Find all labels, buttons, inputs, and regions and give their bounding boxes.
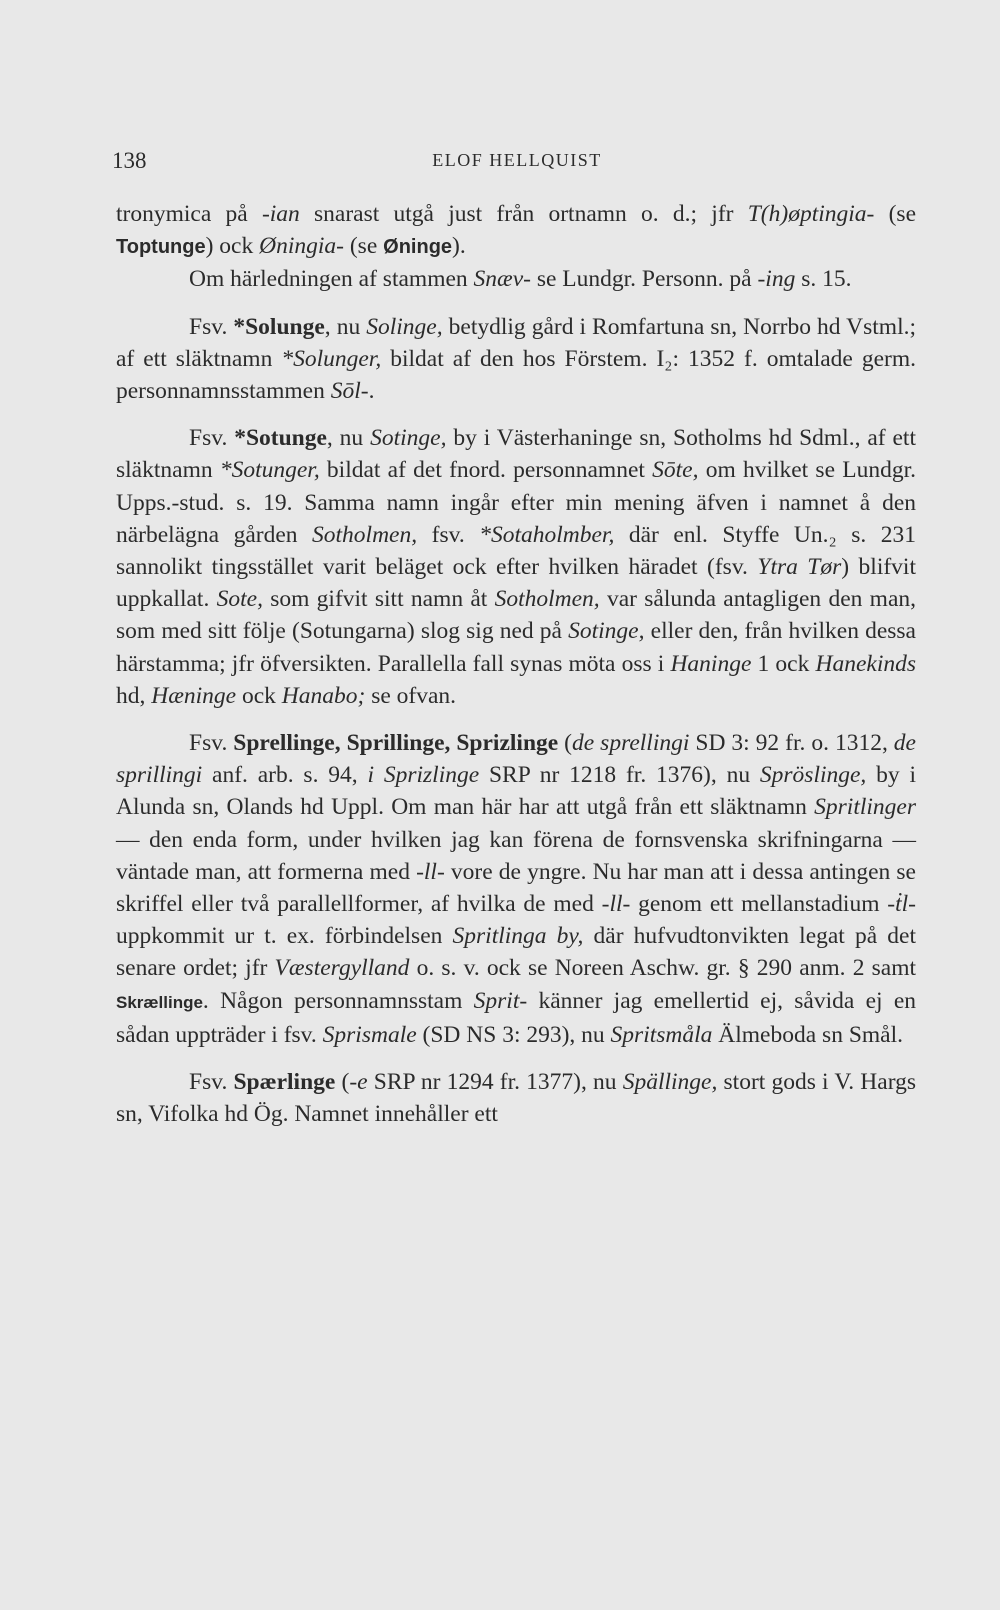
text-run: Fsv.	[189, 1069, 234, 1096]
italic-text: Sotinge,	[370, 425, 447, 452]
italic-text: -ll-	[416, 858, 445, 885]
paragraph-spaerlinge	[116, 1066, 916, 1130]
italic-text: Sōte,	[652, 457, 699, 484]
text-run: var sålunda antagligen den man, som med sitt följe (Sotungarna) slog sig ned på	[116, 586, 916, 645]
headword: Spærlinge	[233, 1069, 336, 1096]
cross-reference: Skrællinge	[116, 992, 203, 1012]
text-run: .	[368, 378, 375, 405]
italic-text: Sotinge,	[568, 618, 645, 645]
italic-text: de sprillingi	[116, 730, 916, 789]
italic-text: -ian	[261, 201, 300, 227]
text-run: betydlig gård i Romfartuna sn, Norrbo hd Vstml.; af ett släktnamn	[116, 313, 917, 372]
italic-text: -e	[349, 1069, 368, 1096]
text-run: (SD NS 3: 293), nu	[416, 1021, 611, 1048]
italic-text: Hanekinds	[815, 650, 916, 677]
text-run: by i Västerhaninge sn, Sotholms hd Sdml., af ett släktnamn	[116, 425, 916, 484]
italic-text: Væstergylland	[274, 955, 410, 982]
text-run: bildat af den hos Förstem. I₂: 1352 f. omtalade germ. personnamnsstammen	[116, 345, 916, 405]
text-run: se ofvan.	[365, 682, 457, 709]
text-run: s. 15.	[795, 266, 852, 293]
text-run: , nu	[324, 313, 367, 340]
italic-text: Haninge	[670, 650, 752, 677]
text-run: ) blifvit uppkallat.	[116, 554, 916, 613]
text-run: där enl. Styffe Un.₂ s. 231 sannolikt tingsstället varit beläget ock efter hvilken häradet (fsv.	[116, 521, 917, 581]
italic-text: Øningia-	[259, 233, 344, 260]
paragraph-sprellinge	[116, 727, 916, 1051]
text-run: Fsv.	[189, 313, 234, 340]
text-run: 1 ock	[751, 650, 816, 677]
text-run: ).	[452, 233, 466, 260]
text-run: bildat af det fnord. personnamnet	[319, 457, 653, 484]
italic-text: Spritsmåla	[610, 1021, 713, 1048]
text-run: o. s. v. ock se Noreen Aschw. gr. § 290 anm. 2 samt	[409, 955, 916, 982]
text-run: — den enda form, under hvilken jag kan förena de fornsvenska skrifningarna — väntade man, att formerna med	[116, 826, 916, 885]
italic-text: *Sotaholmber,	[479, 521, 615, 548]
text-run: ock	[236, 682, 282, 709]
italic-text: Sōl-	[330, 378, 369, 405]
italic-text: Sotholmen,	[494, 586, 600, 613]
paragraph-toptunge-continuation	[116, 198, 916, 263]
text-run: . Någon personnamnsstam	[202, 987, 474, 1014]
page-header	[112, 148, 922, 178]
italic-text: -ll-	[601, 891, 631, 918]
italic-text: T(h)øptingia-	[747, 201, 875, 227]
cross-reference: Øninge	[383, 236, 453, 259]
italic-text: Ytra Tør	[757, 554, 842, 581]
text-run: vore de yngre. Nu har man att i dessa antingen se skriffel eller två parallellformer, af hvilka de med	[116, 858, 916, 918]
headword: *Solunge	[233, 313, 325, 340]
text-run: som gifvit sitt namn åt	[262, 586, 495, 613]
text-run: uppkommit ur t. ex. förbindelsen	[116, 923, 453, 950]
text-run: eller den, från hvilken dessa härstamma; jfr öfversikten. Parallella fall synas möta oss i	[116, 618, 916, 677]
text-run: se Lundgr. Personn. på	[530, 266, 758, 293]
text-run: känner jag emellertid ej, såvida ej en sådan uppträder i fsv.	[116, 987, 916, 1048]
text-run: om hvilket se Lundgr. Upps.-stud. s. 19. Samma namn ingår efter min mening äfven i namnet å den närbelägna gården	[116, 457, 916, 548]
italic-text: -ing	[757, 266, 796, 293]
text-run: anf. arb. s. 94,	[202, 762, 368, 789]
italic-text: Snæv-	[473, 266, 531, 293]
paragraph-sotunge	[116, 422, 916, 712]
italic-text: Spällinge,	[622, 1069, 718, 1096]
italic-text: *Solunger,	[281, 345, 382, 372]
italic-text: Spröslinge,	[759, 762, 867, 789]
italic-text: Sotholmen,	[312, 521, 418, 548]
text-run: SD 3: 92 fr. o. 1312,	[689, 730, 894, 757]
text-run: stort gods i V. Hargs sn, Vifolka hd Ög. Namnet innehåller ett	[116, 1069, 916, 1128]
italic-text: de sprellingi	[572, 730, 690, 757]
page-number: 138	[112, 148, 147, 173]
italic-text: Sote,	[216, 586, 263, 613]
text-run: genom ett mellanstadium	[630, 891, 888, 918]
text-run: Älmeboda sn Smål.	[712, 1021, 903, 1048]
italic-text: Hæninge	[151, 682, 237, 709]
text-run: (se	[874, 201, 916, 227]
body-text	[116, 198, 916, 1130]
text-run: Fsv.	[189, 730, 234, 757]
italic-text: Spritlinga by,	[452, 923, 584, 950]
text-run: Om härledningen af stammen	[189, 266, 474, 293]
text-run: tronymica på	[116, 201, 262, 227]
italic-text: i Sprizlinge	[367, 762, 480, 789]
text-run: hd,	[116, 682, 152, 709]
text-run: (	[558, 730, 573, 757]
italic-text: Sprit-	[473, 987, 528, 1014]
text-run: snarast utgå just från ortnamn o. d.; jfr	[299, 201, 748, 227]
italic-text: Sprismale	[322, 1021, 417, 1048]
italic-text: Solinge,	[366, 313, 443, 340]
headword: *Sotunge	[234, 425, 327, 452]
text-run: SRP nr 1294 fr. 1377), nu	[367, 1069, 623, 1096]
text-run: , nu	[326, 425, 371, 452]
headword: Sprellinge, Sprillinge, Sprizlinge	[233, 730, 559, 757]
text-run: SRP nr 1218 fr. 1376), nu	[479, 762, 760, 789]
paragraph-snaev	[116, 263, 916, 295]
italic-text: Hanabo;	[281, 682, 366, 709]
text-run: ) ock	[205, 233, 260, 260]
text-run: fsv.	[417, 521, 480, 548]
cross-reference: Toptunge	[116, 236, 206, 259]
italic-text: *Sotunger,	[219, 457, 320, 484]
italic-text: -ṫl-	[887, 891, 916, 918]
text-run: by i Alunda sn, Olands hd Uppl. Om man här har att utgå från ett släktnamn	[116, 762, 916, 821]
text-run: Fsv.	[189, 425, 235, 452]
text-run: (	[335, 1069, 350, 1096]
running-head: ELOF HELLQUIST	[432, 150, 602, 170]
paragraph-solunge	[116, 311, 916, 408]
italic-text: Spritlinger	[814, 794, 916, 821]
text-run: där hufvudtonvikten legat på det senare ordet; jfr	[116, 923, 916, 982]
text-run: (se	[343, 233, 384, 260]
